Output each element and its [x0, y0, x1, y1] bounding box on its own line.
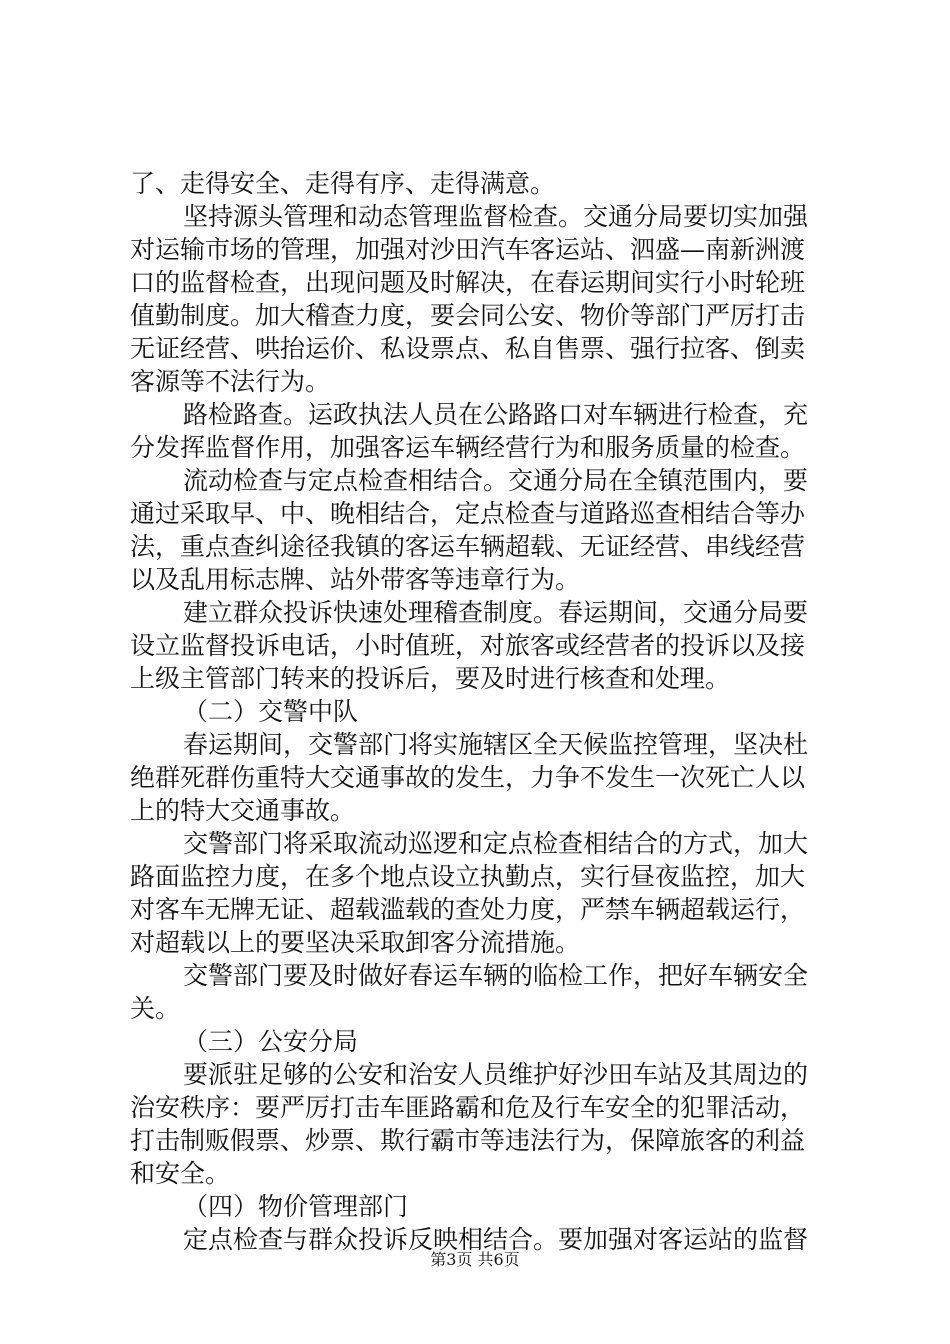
- text-line: 以及乱用标志牌、站外带客等违章行为。: [130, 565, 581, 594]
- text-line: 春运期间，交警部门将实施辖区全天候监控管理，坚决杜: [183, 730, 809, 759]
- text-line: 打击制贩假票、炒票、欺行霸市等违法行为，保障旅客的利益: [130, 1126, 806, 1155]
- text-line: 定点检查与群众投诉反映相结合。要加强对客运站的监督: [183, 1225, 809, 1254]
- text-line: 对超载以上的要坚决采取卸客分流措施。: [130, 928, 581, 957]
- text-line: 上级主管部门转来的投诉后，要及时进行核查和处理。: [130, 664, 731, 693]
- text-line: 治安秩序：要严厉打击车匪路霸和危及行车安全的犯罪活动，: [130, 1093, 806, 1122]
- text-line: 路检路查。运政执法人员在公路路口对车辆进行检查，充: [183, 400, 809, 429]
- text-line: 关。: [130, 994, 181, 1023]
- text-line: 和安全。: [130, 1159, 231, 1188]
- text-line: 坚持源头管理和动态管理监督检查。交通分局要切实加强: [183, 202, 809, 231]
- text-line: 绝群死群伤重特大交通事故的发生，力争不发生一次死亡人以: [130, 763, 806, 792]
- text-line: 值勤制度。加大稽查力度，要会同公安、物价等部门严厉打击: [130, 301, 806, 330]
- text-line: 交警部门将采取流动巡逻和定点检查相结合的方式，加大: [183, 829, 809, 858]
- section-heading: （二）交警中队: [183, 697, 359, 726]
- page-number-footer: 第3页 共6页: [430, 1250, 520, 1269]
- text-line: 建立群众投诉快速处理稽查制度。春运期间，交通分局要: [183, 598, 809, 627]
- text-line: 对客车无牌无证、超载滥载的查处力度，严禁车辆超载运行，: [130, 895, 806, 924]
- text-line: 分发挥监督作用，加强客运车辆经营行为和服务质量的检查。: [130, 433, 806, 462]
- text-line: 无证经营、哄抬运价、私设票点、私自售票、强行拉客、倒卖: [130, 334, 806, 363]
- section-heading: （三）公安分局: [183, 1027, 359, 1056]
- text-line: 流动检查与定点检查相结合。交通分局在全镇范围内，要: [183, 466, 809, 495]
- text-line: 对运输市场的管理，加强对沙田汽车客运站、泗盛—南新洲渡: [130, 235, 806, 264]
- text-line: 路面监控力度，在多个地点设立执勤点，实行昼夜监控，加大: [130, 862, 806, 891]
- text-line: 通过采取早、中、晚相结合，定点检查与道路巡查相结合等办: [130, 499, 806, 528]
- text-line: 设立监督投诉电话，小时值班，对旅客或经营者的投诉以及接: [130, 631, 806, 660]
- section-heading: （四）物价管理部门: [183, 1192, 409, 1221]
- text-line: 客源等不法行为。: [130, 367, 331, 396]
- text-line: 交警部门要及时做好春运车辆的临检工作，把好车辆安全: [183, 961, 809, 990]
- text-line: 口的监督检查，出现问题及时解决，在春运期间实行小时轮班: [130, 268, 806, 297]
- text-line: 了、走得安全、走得有序、走得满意。: [130, 169, 556, 198]
- text-line: 法，重点查纠途径我镇的客运车辆超载、无证经营、串线经营: [130, 532, 806, 561]
- text-line: 要派驻足够的公安和治安人员维护好沙田车站及其周边的: [183, 1060, 809, 1089]
- text-line: 上的特大交通事故。: [130, 796, 356, 825]
